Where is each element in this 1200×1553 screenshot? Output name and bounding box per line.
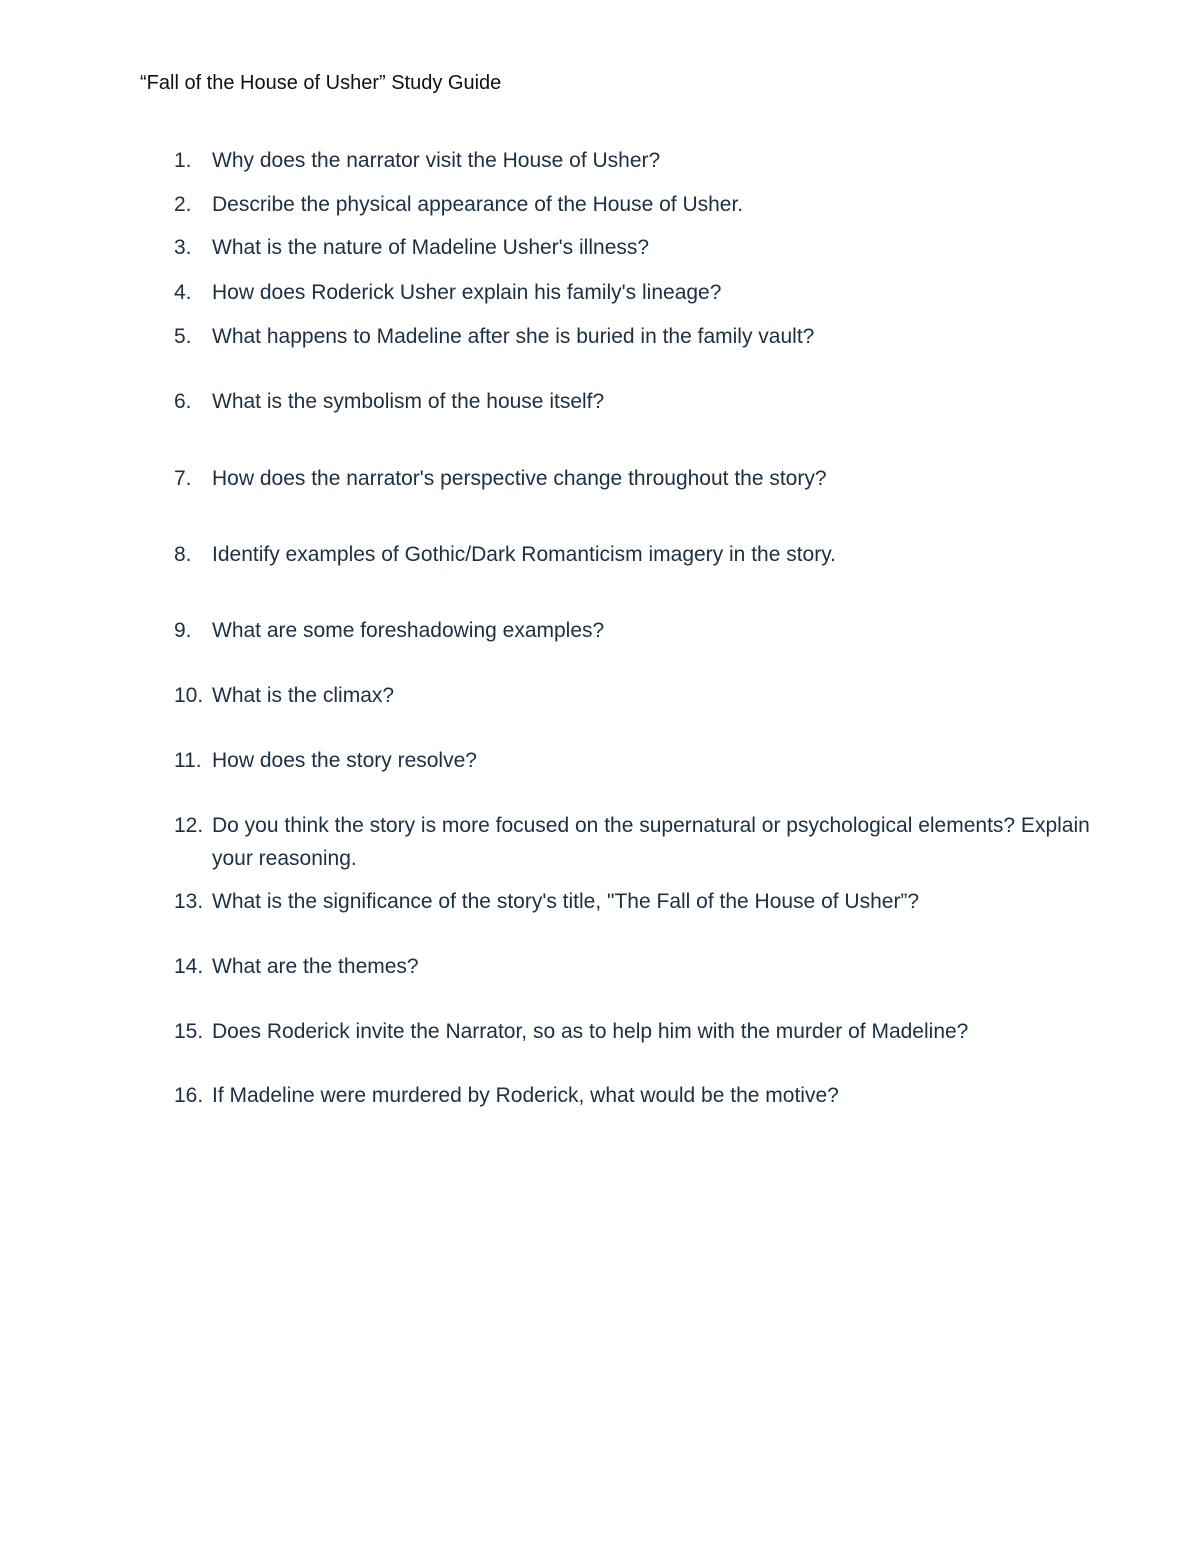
- question-number: 3.: [174, 236, 192, 259]
- question-text: What are the themes?: [212, 955, 419, 978]
- question-number: 1.: [174, 149, 192, 172]
- question-text: Does Roderick invite the Narrator, so as to help him with the murder of Madeline?: [212, 1020, 969, 1043]
- question-number: 5.: [174, 325, 192, 348]
- question-number: 7.: [174, 467, 192, 490]
- question-item: [174, 679, 1094, 712]
- question-text: What is the symbolism of the house itself?: [212, 390, 605, 413]
- question-number: 14.: [174, 955, 204, 978]
- page-title: “Fall of the House of Usher” Study Guide: [140, 72, 502, 94]
- question-item: [174, 950, 1094, 983]
- question-text: What is the climax?: [212, 684, 395, 707]
- question-text: How does the narrator's perspective change throughout the story?: [212, 467, 827, 490]
- question-text: Describe the physical appearance of the House of Usher.: [212, 193, 744, 216]
- question-item: [174, 188, 1094, 221]
- question-text: How does Roderick Usher explain his family's lineage?: [212, 281, 722, 304]
- question-item: [174, 614, 1094, 647]
- question-number: 6.: [174, 390, 192, 413]
- question-text: Why does the narrator visit the House of Usher?: [212, 149, 661, 172]
- question-item: [174, 276, 1094, 309]
- question-number: 4.: [174, 281, 192, 304]
- question-number: 12.: [174, 814, 204, 837]
- question-number: 11.: [174, 749, 202, 772]
- question-number: 10.: [174, 684, 204, 707]
- question-number: 2.: [174, 193, 192, 216]
- question-text: Do you think the story is more focused on the supernatural or psychological elements? Explain your reasoning.: [212, 814, 1090, 870]
- question-number: 15.: [174, 1020, 204, 1043]
- question-item: [174, 809, 1094, 875]
- question-item: [174, 885, 1094, 918]
- question-number: 9.: [174, 619, 192, 642]
- question-number: 8.: [174, 543, 192, 566]
- question-text: What happens to Madeline after she is buried in the family vault?: [212, 325, 815, 348]
- question-text: What is the significance of the story's title, "The Fall of the House of Usher”?: [212, 890, 920, 913]
- question-item: [174, 538, 1094, 571]
- question-number: 16.: [174, 1084, 204, 1107]
- question-item: [174, 462, 1094, 495]
- question-text: What is the nature of Madeline Usher's illness?: [212, 236, 650, 259]
- question-text: What are some foreshadowing examples?: [212, 619, 605, 642]
- question-item: [174, 231, 1094, 264]
- question-number: 13.: [174, 890, 204, 913]
- question-item: [174, 144, 1094, 177]
- question-item: [174, 1015, 1134, 1048]
- question-item: [174, 320, 1094, 353]
- question-text: If Madeline were murdered by Roderick, what would be the motive?: [212, 1084, 839, 1107]
- question-item: [174, 385, 1094, 418]
- question-text: How does the story resolve?: [212, 749, 477, 772]
- question-text: Identify examples of Gothic/Dark Romanticism imagery in the story.: [212, 543, 837, 566]
- question-item: [174, 744, 1094, 777]
- question-item: [174, 1079, 1094, 1112]
